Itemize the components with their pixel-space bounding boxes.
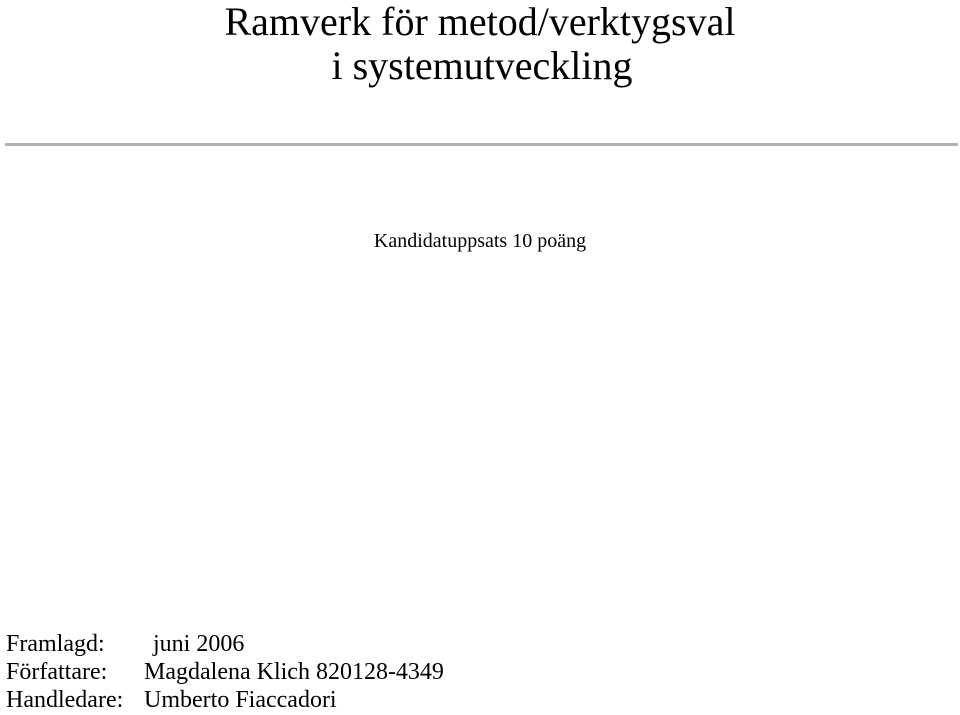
meta-value-author: Magdalena Klich 820128-4349 — [144, 659, 444, 685]
meta-label-supervisor: Handledare: — [6, 687, 124, 713]
meta-label-author: Författare: — [6, 659, 108, 685]
document-meta — [6, 630, 444, 714]
meta-row-supervisor — [6, 686, 444, 714]
meta-row-presented — [6, 630, 444, 658]
meta-label-presented: Framlagd: — [6, 631, 105, 657]
title-line-1: Ramverk för metod/verktygsval — [224, 0, 736, 44]
meta-row-author — [6, 658, 444, 686]
title-line-2: i systemutveckling — [331, 43, 633, 88]
title-divider — [5, 143, 958, 146]
meta-value-presented: juni 2006 — [153, 631, 245, 657]
document-title — [0, 0, 960, 88]
meta-value-supervisor: Umberto Fiaccadori — [144, 687, 337, 713]
document-subtitle: Kandidatuppsats 10 poäng — [373, 230, 587, 252]
